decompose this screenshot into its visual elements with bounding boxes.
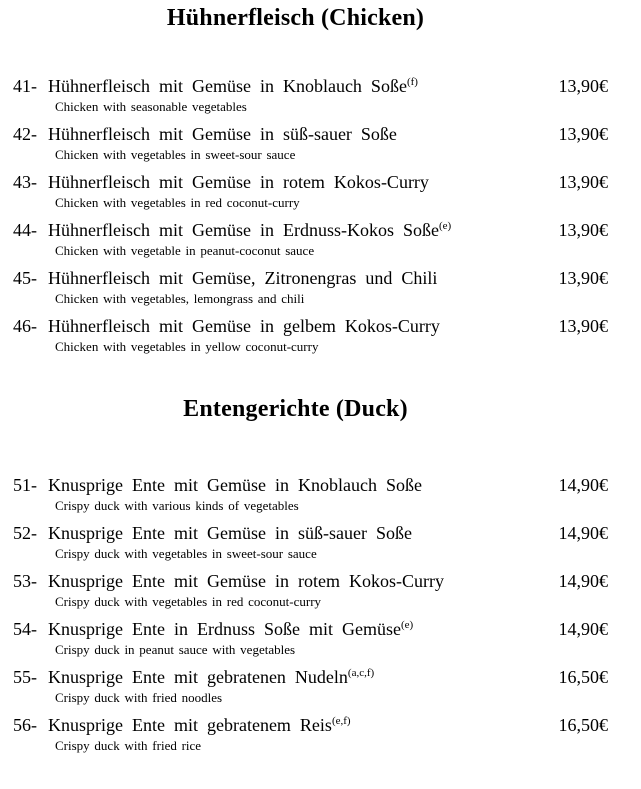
item-name: [48, 522, 551, 544]
menu-item: [0, 570, 641, 609]
item-number: 46-: [13, 316, 37, 336]
section-items: [0, 474, 641, 753]
item-name-text: Knusprige Ente mit Gemüse in Knoblauch Soße: [48, 475, 422, 495]
item-allergen-superscript: (f): [406, 76, 418, 88]
item-description: Crispy duck with various kinds of vegetables: [55, 498, 299, 513]
item-price: 16,50€: [558, 715, 608, 735]
item-price: 14,90€: [558, 571, 608, 591]
item-allergen-superscript: (e,f): [331, 715, 351, 727]
item-price: 13,90€: [558, 220, 608, 240]
item-number: 52-: [13, 523, 37, 543]
item-description: Chicken with vegetables in red coconut-curry: [55, 195, 300, 210]
item-price: 16,50€: [558, 667, 608, 687]
item-number: 43-: [13, 172, 37, 192]
item-number: 44-: [13, 220, 37, 240]
item-name: [48, 474, 551, 496]
menu-item: [0, 123, 641, 162]
menu-item-main-row: [0, 75, 641, 97]
item-name-text: Hühnerfleisch mit Gemüse in Knoblauch Soße: [48, 76, 407, 96]
item-number: 42-: [13, 124, 37, 144]
menu-item: [0, 474, 641, 513]
menu-item-main-row: [0, 522, 641, 544]
item-number: 56-: [13, 715, 37, 735]
item-price: 14,90€: [558, 619, 608, 639]
item-description: Chicken with vegetable in peanut-coconut sauce: [55, 243, 315, 258]
item-name-text: Knusprige Ente mit gebratenen Nudeln: [48, 667, 348, 687]
item-description: Chicken with vegetables in sweet-sour sauce: [55, 147, 296, 162]
menu-item: [0, 714, 641, 753]
item-name: [48, 666, 551, 688]
item-price: 13,90€: [558, 172, 608, 192]
item-description: Chicken with vegetables in yellow coconut-curry: [55, 339, 319, 354]
item-name-text: Hühnerfleisch mit Gemüse in Erdnuss-Kokos Soße: [48, 220, 439, 240]
item-name-text: Knusprige Ente mit Gemüse in süß-sauer Soße: [48, 523, 412, 543]
menu-item-main-row: [0, 315, 641, 337]
item-price: 14,90€: [558, 475, 608, 495]
item-price: 13,90€: [558, 268, 608, 288]
item-description: Crispy duck with fried noodles: [55, 690, 223, 705]
section-title: Entengerichte (Duck): [183, 396, 408, 422]
item-price: 13,90€: [558, 124, 608, 144]
item-number: 51-: [13, 475, 37, 495]
menu-item: [0, 219, 641, 258]
item-name: [48, 618, 551, 640]
menu-item-main-row: [0, 714, 641, 736]
item-number: 41-: [13, 76, 37, 96]
item-number: 54-: [13, 619, 37, 639]
item-name: [48, 171, 551, 193]
item-price: 13,90€: [558, 316, 608, 336]
item-name-text: Hühnerfleisch mit Gemüse in gelbem Kokos-Curry: [48, 316, 440, 336]
menu-item-main-row: [0, 666, 641, 688]
menu-item: [0, 666, 641, 705]
item-description: Crispy duck with fried rice: [55, 738, 202, 753]
item-description: Chicken with seasonable vegetables: [55, 99, 247, 114]
item-description: Crispy duck in peanut sauce with vegetables: [55, 642, 296, 657]
item-number: 55-: [13, 667, 37, 687]
menu-item: [0, 267, 641, 306]
item-allergen-superscript: (e): [400, 619, 414, 631]
item-number: 53-: [13, 571, 37, 591]
item-name: [48, 267, 551, 289]
item-name: [48, 315, 551, 337]
item-price: 14,90€: [558, 523, 608, 543]
item-description: Crispy duck with vegetables in red coconut-curry: [55, 594, 322, 609]
item-name: [48, 75, 551, 97]
menu-item-main-row: [0, 267, 641, 289]
item-name: [48, 219, 551, 241]
item-name: [48, 123, 551, 145]
item-name: [48, 570, 551, 592]
item-allergen-superscript: (e): [438, 220, 452, 232]
item-name-text: Hühnerfleisch mit Gemüse, Zitronengras und Chili: [48, 268, 438, 288]
item-description: Crispy duck with vegetables in sweet-sour sauce: [55, 546, 317, 561]
item-name: [48, 714, 551, 736]
menu-item-main-row: [0, 219, 641, 241]
item-name-text: Knusprige Ente mit Gemüse in rotem Kokos-Curry: [48, 571, 444, 591]
menu-item-main-row: [0, 171, 641, 193]
section-items: [0, 75, 641, 354]
menu-item-main-row: [0, 474, 641, 496]
item-description: Chicken with vegetables, lemongrass and chili: [55, 291, 305, 306]
menu-item-main-row: [0, 570, 641, 592]
item-name-text: Knusprige Ente in Erdnuss Soße mit Gemüse: [48, 619, 401, 639]
item-name-text: Knusprige Ente mit gebratenem Reis: [48, 715, 332, 735]
item-allergen-superscript: (a,c,f): [347, 667, 375, 679]
menu-section: [0, 4, 641, 354]
menu-item-main-row: [0, 618, 641, 640]
menu-item: [0, 75, 641, 114]
menu-item: [0, 315, 641, 354]
menu-item-main-row: [0, 123, 641, 145]
menu-section: [0, 395, 641, 753]
menu-item: [0, 171, 641, 210]
item-name-text: Hühnerfleisch mit Gemüse in süß-sauer Soße: [48, 124, 397, 144]
menu-item: [0, 522, 641, 561]
item-price: 13,90€: [558, 76, 608, 96]
menu-item: [0, 618, 641, 657]
section-title: Hühnerfleisch (Chicken): [166, 5, 425, 31]
item-number: 45-: [13, 268, 37, 288]
item-name-text: Hühnerfleisch mit Gemüse in rotem Kokos-Curry: [48, 172, 429, 192]
